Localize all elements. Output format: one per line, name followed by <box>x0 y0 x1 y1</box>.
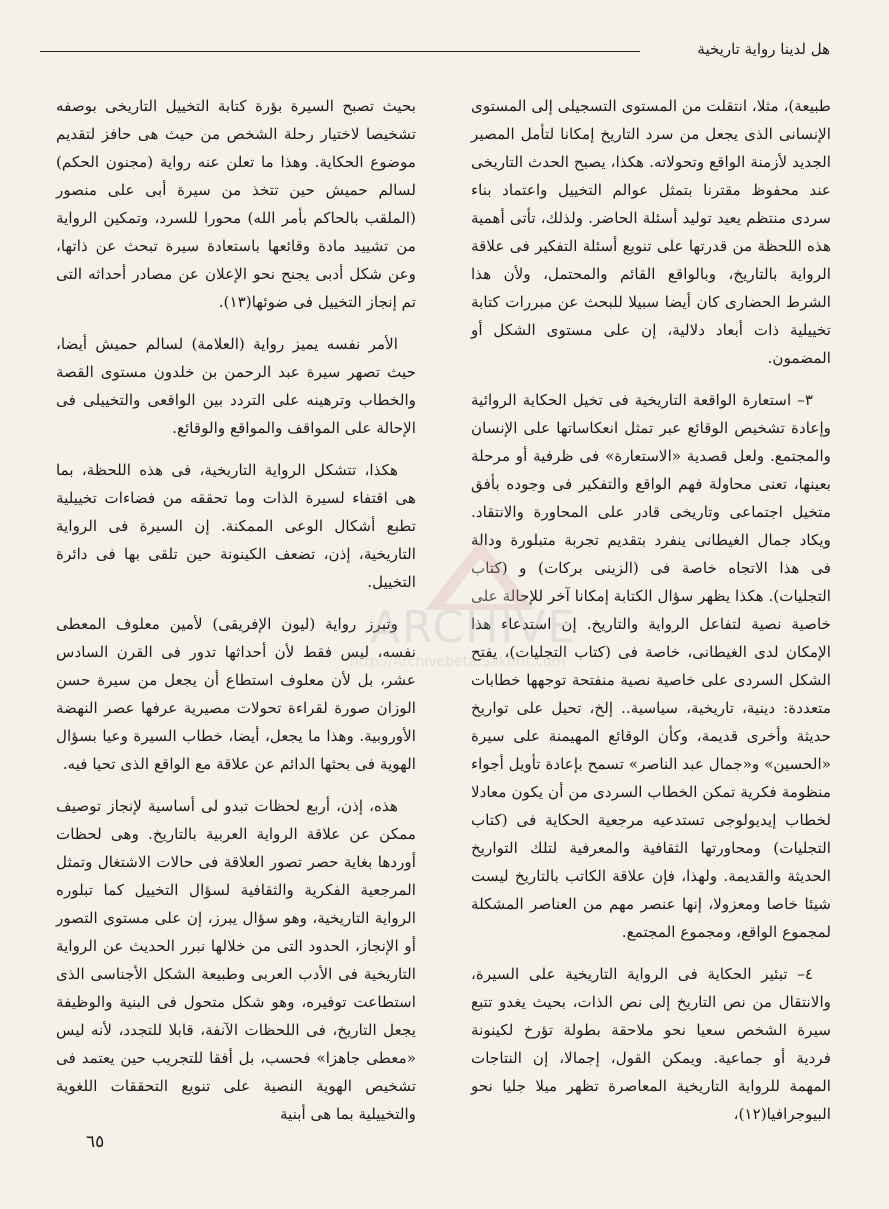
running-header <box>40 34 830 64</box>
watermark-text: ARCHIVE <box>370 602 578 653</box>
paragraph: ٣– استعارة الواقعة التاريخية فى تخيل الحكاية الروائية وإعادة تشخيص الوقائع عبر تمثل انعكاساتها على الإنسان والمجتمع. ولعل قصدية «الاستعارة» فى ظرفية أو مرحلة بعينها، تعنى محاولة فهم الواقع والتفكير فى وجوده بأفق متخيل اجتماعى وتاريخى قادر على المحاورة والانتقاد. ويكاد جمال الغيطانى ينفرد بتقديم تجربة متبلورة ودالة فى هذا الاتجاه خاصة فى (الزينى بركات) و (كتاب التجليات). هكذا يظهر سؤال الكتابة إمكانا آخر للإحالة على خاصية نصية لتفاعل الرواية والتاريخ. إن استدعاء هذا الإمكان لدى الغيطانى، خاصة فى (كتاب التجليات)، يفتح الشكل السردى على خاصية نصية منفتحة توجهها خطابات متعددة: دينية، تاريخية، سياسية.. إلخ، تحيل على تواريخ حديثة وأخرى قديمة، وكأن الوقائع المهيمنة على سيرة «الحسين» و«جمال عبد الناصر» تسمح بإعادة تأويل أجواء منظومة فكرية تمكن الخطاب السردى من أن يكون معادلا لخطاب إيديولوجى تستدعيه مرجعية الحكاية فى (كتاب التجليات) ومحاورتها الثقافية والمعرفية لتلك التواريخ الحديثة والقديمة. ولهذا، فإن علاقة الكاتب بالتاريخ ليست شيئا خاصا ومعزولا، إنها عنصر مهم من العناصر المشكلة لمجموع الواقع، ومجموع المجتمع. <box>471 391 831 941</box>
paragraph: ٤– تبئير الحكاية فى الرواية التاريخية على السيرة، والانتقال من نص التاريخ إلى نص الذات، بحيث يغدو تتبع سيرة الشخص سعيا نحو ملاحقة بطولة تؤرخ لكينونة فردية أو جماعية. ويمكن القول، إجمالا، إن النتاجات المهمة للرواية التاريخية المعاصرة تظهر ميلا جليا نحو البيوجرافيا(١٢)، <box>471 965 831 1123</box>
right-column <box>471 92 831 1142</box>
header-rule <box>40 51 640 52</box>
paragraph: بحيث تصبح السيرة بؤرة كتابة التخييل التاريخى بوصفه تشخيصا لاختيار رحلة الشخص من حيث هى حافز لتقديم موضوع الحكاية. وهذا ما تعلن عنه رواية (مجنون الحكم) لسالم حميش حين تتخذ من سيرة أبى على منصور (الملقب بالحاكم بأمر الله) محورا للسرد، وتمكين الرواية من تشييد مادة وقائعها باستعادة سيرة تبحث عن ذاتها، وعن شكل أدبى يجنح نحو الإعلان عن مصادر أحداثه التى تم إنجاز التخييل فى ضوئها(١٣). <box>56 97 416 311</box>
left-column <box>56 92 416 1142</box>
watermark-url: http://Archivebeta.Sakhrit.com <box>350 654 566 670</box>
paragraph: طبيعة)، مثلا، انتقلت من المستوى التسجيلى إلى المستوى الإنسانى الذى يجعل من سرد التاريخ إمكانا لتأمل المصير الجديد لأزمنة الواقع وتحولاته. هكذا، يصبح الحدث التاريخى عند محفوظ مقترنا بتمثل عوالم التخييل واعتماد بناء سردى منتظم يعيد توليد أسئلة الحاضر. ولذلك، تأتى أهمية هذه اللحظة من قدرتها على تنويع أسئلة التفكير فى علاقة الرواية بالتاريخ، وبالواقع القائم والمحتمل، ولأن هذا الشرط الحضارى كان أيضا سبيلا للبحث عن مبررات كتابة تخييلية ذات أبعاد دلالية، إن على مستوى الشكل أو المضمون. <box>471 97 831 367</box>
page-number: ٦٥ <box>86 1132 105 1152</box>
paragraph: الأمر نفسه يميز رواية (العلامة) لسالم حميش أيضا، حيث تصهر سيرة عبد الرحمن بن خلدون مستوى القصة والخطاب وترهينه على التردد بين الواقعى والتخييلى فى الإحالة على المواقف والمواقع والوقائع. <box>56 335 416 437</box>
paragraph: وتبرز رواية (ليون الإفريقى) لأمين معلوف المعطى نفسه، ليس فقط لأن أحداثها تدور فى القرن السادس عشر، بل لأن معلوف استطاع أن يجعل من سيرة حسن الوزان صورة لقراءة تحولات مصيرية عرفها عصر النهضة الأوروبية. وهذا ما يجعل، أيضا، خطاب السيرة وعيا بسؤال الهوية فى بحثها الدائم عن علاقة مع الواقع الذى تحيا فيه. <box>56 615 416 773</box>
paragraph: هذه، إذن، أربع لحظات تبدو لى أساسية لإنجاز توصيف ممكن عن علاقة الرواية العربية بالتاريخ. وهى لحظات أوردها بغاية حصر تصور العلاقة فى حالات الاشتغال وتمثل المرجعية الفكرية والثقافية لسؤال التخييل كما تبلوره الرواية التاريخية، وهو سؤال يبرز، إن على مستوى التصور أو الإنجاز، الحدود التى من خلالها نبرر الحديث عن الرواية التاريخية فى الأدب العربى وطبيعة الشكل الأجناسى الذى استطاعت توفيره، وهو شكل متحول فى البنية والوظيفة يجعل التاريخ، فى اللحظات الآنفة، قابلا للتجدد، لأنه ليس «معطى جاهزا» فحسب، بل أفقا للتجريب حين يعتمد فى تشخيص الهوية النصية على تنويع التحققات اللغوية والتخييلية بما هى أبنية <box>56 797 416 1123</box>
header-title: هل لدينا رواية تاريخية <box>697 40 830 58</box>
paragraph: هكذا، تتشكل الرواية التاريخية، فى هذه اللحظة، بما هى اقتفاء لسيرة الذات وما تحققه من فضاءات تخييلية تطبع أشكال الوعى الممكنة. إن السيرة فى الرواية التاريخية، إذن، تضعف الكينونة حين تلقى بها فى دائرة التخييل. <box>56 461 416 591</box>
